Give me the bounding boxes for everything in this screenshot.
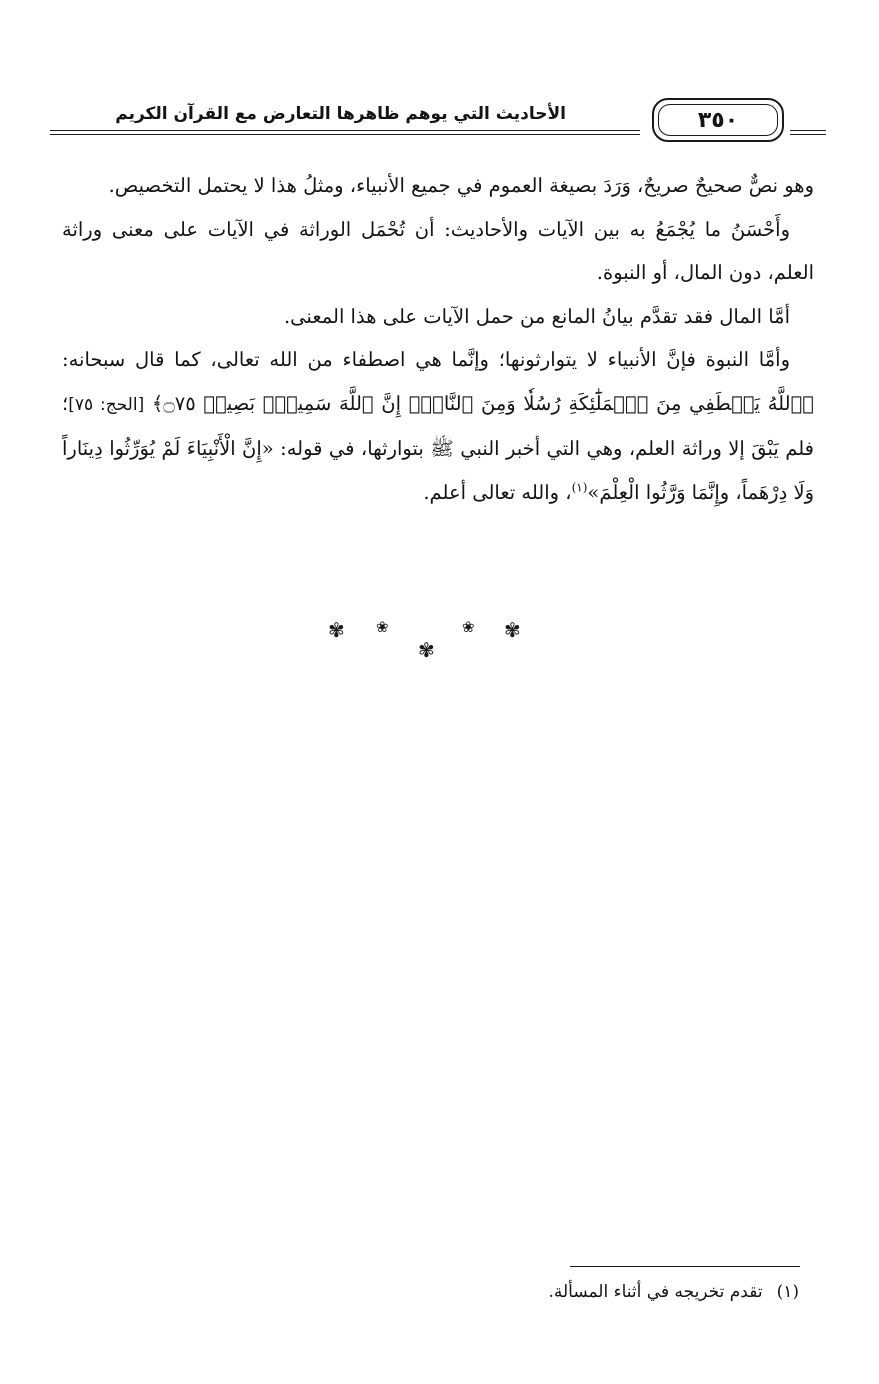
flower-icon: ✾ xyxy=(418,638,435,662)
header-side-rule xyxy=(790,130,826,131)
footnote-number: (١) xyxy=(776,1282,799,1302)
paragraph-1: وهو نصٌّ صحيحٌ صريحٌ، وَرَدَ بصيغة العموم في جميع الأنبياء، ومثلُ هذا لا يحتمل التخصيص. xyxy=(108,174,814,197)
header-rule xyxy=(50,134,640,135)
header-rule xyxy=(50,130,640,131)
flower-icon: ❀ xyxy=(462,618,475,636)
paragraph-4-closing: ، والله تعالى أعلم. xyxy=(423,480,572,504)
flower-icon: ✾ xyxy=(504,618,521,642)
verse-reference: [الحج: ٧٥] xyxy=(68,394,145,415)
paragraph-2: وأَحْسَنُ ما يُجْمَعُ به بين الآيات والأحاديث: أن تُحْمَل الوراثة في الآيات على معنى وراثة العلم، دون المال، أو النبوة. xyxy=(62,217,814,284)
paragraph-4-intro: وأمَّا النبوة فإنَّ الأنبياء لا يتوارثونها؛ وإنَّما هي اصطفاء من الله تعالى، كما قال سبحانه: xyxy=(62,348,790,371)
flower-icon: ✾ xyxy=(328,618,345,642)
section-divider xyxy=(320,616,540,672)
footnote xyxy=(548,1282,799,1302)
page-number-frame xyxy=(652,98,784,142)
main-text xyxy=(62,164,814,514)
footnote-text: تقدم تخريجه في أثناء المسألة. xyxy=(548,1282,763,1302)
page-header xyxy=(50,98,826,146)
footnote-marker[interactable]: (١) xyxy=(571,480,588,494)
hadith-text: ؛ فلم يَبْقَ إلا وراثة العلم، وهي التي أخبر النبي ﷺ بتوارثها، في قوله: «إِنَّ الْأَنْبِيَاءَ لَمْ يُوَرِّثُوا دِينَاراً وَلَا دِرْهَماً، وإِنَّمَا وَرَّثُوا الْعِلْمَ» xyxy=(62,391,814,504)
footnote-separator xyxy=(570,1266,800,1267)
header-side-rule xyxy=(790,134,826,135)
paragraph-4 xyxy=(62,338,814,514)
flower-icon: ❀ xyxy=(376,618,389,636)
quran-verse: ﴿ٱللَّهُ يَصۡطَفِي مِنَ ٱلۡمَلَٰٓئِكَةِ رُسُلٗا وَمِنَ ٱلنَّاسِۚ إِنَّ ٱللَّهَ سَمِيعُۢ بَصِيرٞ ۝٧٥﴾ xyxy=(151,391,814,415)
paragraph-3: أمَّا المال فقد تقدَّم بيانُ المانع من حمل الآيات على هذا المعنى. xyxy=(283,304,790,328)
page-number: ٣٥٠ xyxy=(697,107,739,133)
running-title: الأحاديث التي يوهم ظاهرها التعارض مع القرآن الكريم xyxy=(115,104,566,124)
